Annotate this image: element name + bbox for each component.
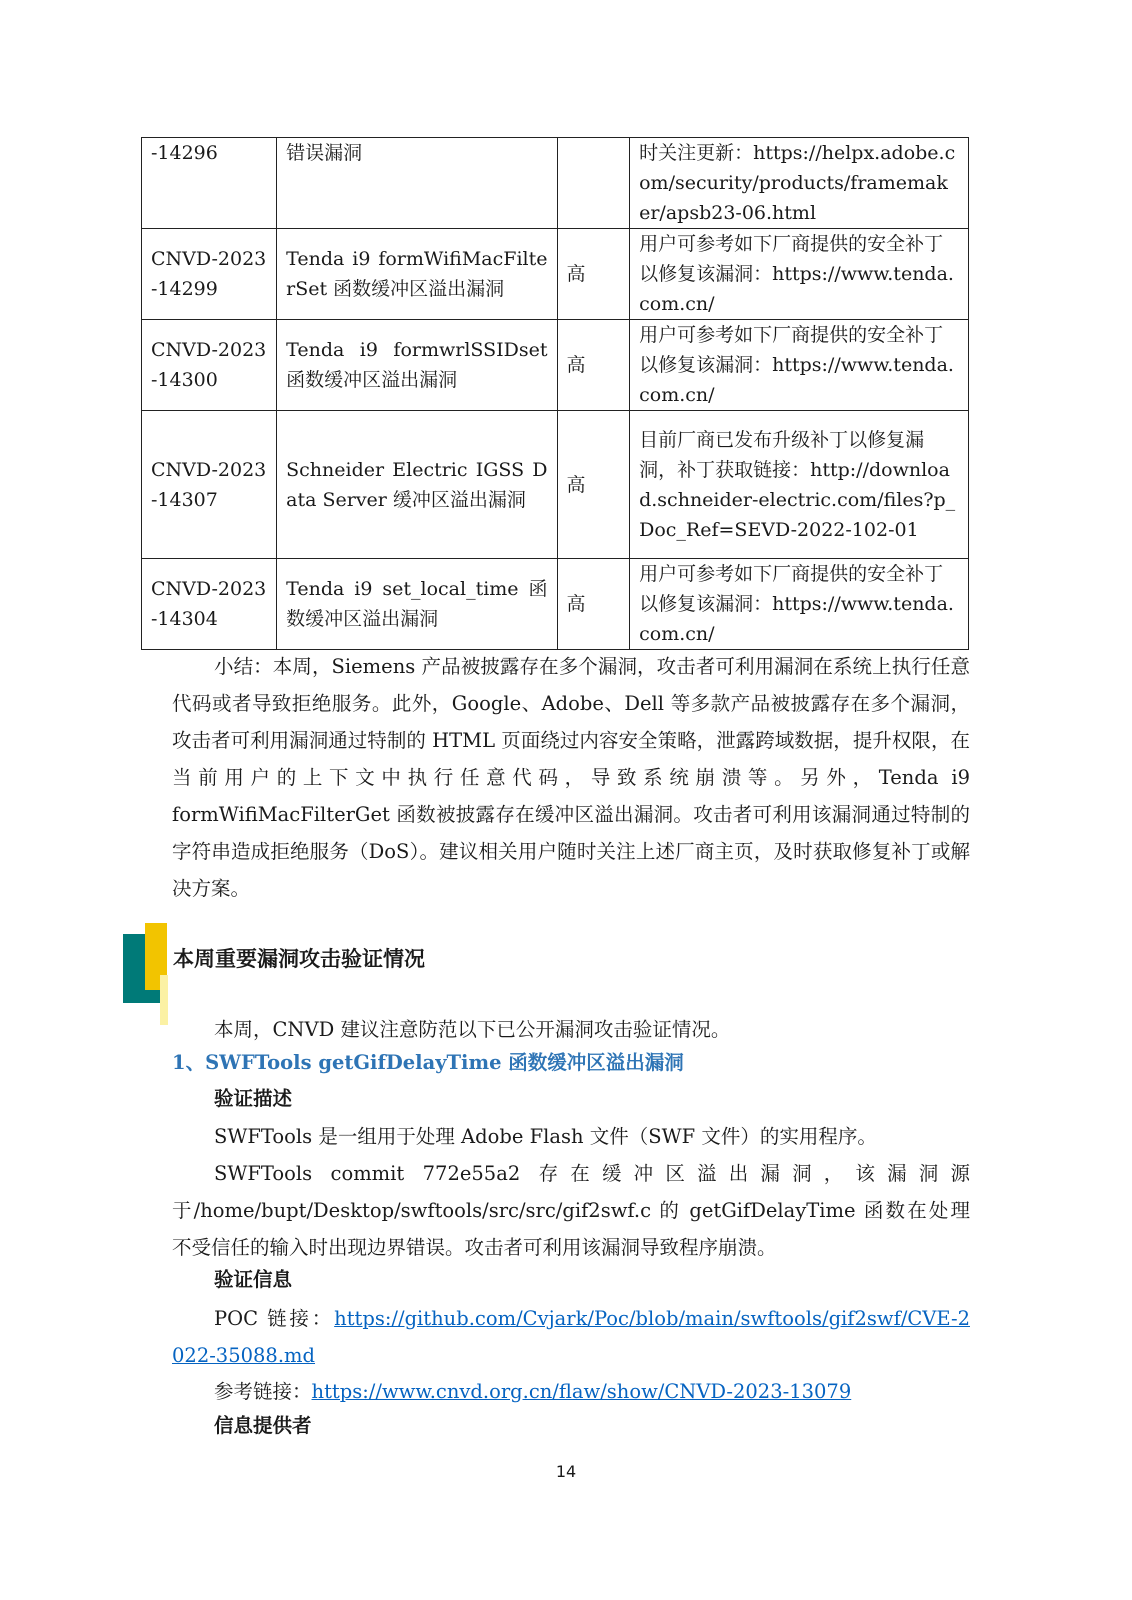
vuln-fix-cell: 用户可参考如下厂商提供的安全补丁以修复该漏洞：https://www.tenda.com.cn/ xyxy=(630,320,969,411)
vulnerability-table xyxy=(141,137,969,650)
vuln-id-cell: CNVD-2023-14307 xyxy=(142,411,277,559)
vuln-name-cell: Tenda i9 formWifiMacFilterSet 函数缓冲区溢出漏洞 xyxy=(277,229,557,320)
verify-description-label: 验证描述 xyxy=(214,1087,293,1110)
vuln-item-heading: 1、SWFTools getGifDelayTime 函数缓冲区溢出漏洞 xyxy=(172,1051,684,1074)
vuln-id-cell: CNVD-2023-14304 xyxy=(142,559,277,650)
poc-label: POC 链接： xyxy=(214,1307,335,1330)
table-row xyxy=(142,559,969,650)
vuln-fix-cell: 目前厂商已发布升级补丁以修复漏洞，补丁获取链接：http://download.schneider-electric.com/files?p_Doc_Ref=SEVD-2022-102-01 xyxy=(630,411,969,559)
reference-link-line xyxy=(172,1373,970,1410)
verify-info-label: 验证信息 xyxy=(214,1268,293,1291)
description-paragraph-2: SWFTools commit 772e55a2 存在缓冲区溢出漏洞，该漏洞源于/home/bupt/Desktop/swftools/src/src/gif2swf.c 的 getGifDelayTime 函数在处理不受信任的输入时出现边界错误。攻击者可利用该漏洞导致程序崩溃。 xyxy=(172,1162,970,1259)
poc-link-line xyxy=(172,1300,970,1374)
section-decor-accent-light xyxy=(160,975,168,1025)
vuln-level-cell xyxy=(557,138,630,229)
vuln-name-cell: Tenda i9 set_local_time 函数缓冲区溢出漏洞 xyxy=(277,559,557,650)
info-provider-label: 信息提供者 xyxy=(214,1414,312,1437)
summary-paragraph: 小结：本周，Siemens 产品被披露存在多个漏洞，攻击者可利用漏洞在系统上执行任意代码或者导致拒绝服务。此外，Google、Adobe、Dell 等多款产品被披露存在多个漏洞，攻击者可利用漏洞通过特制的 HTML 页面绕过内容安全策略，泄露跨域数据，提升权限，在当前用户的上下文中执行任意代码，导致系统崩溃等。另外，Tenda i9 formWifiMacFilterGet 函数被披露存在缓冲区溢出漏洞。攻击者可利用该漏洞通过特制的字符串造成拒绝服务（DoS）。建议相关用户随时关注上述厂商主页，及时获取修复补丁或解决方案。 xyxy=(172,655,970,900)
vuln-fix-cell: 用户可参考如下厂商提供的安全补丁以修复该漏洞：https://www.tenda.com.cn/ xyxy=(630,229,969,320)
table-row xyxy=(142,320,969,411)
table-row xyxy=(142,229,969,320)
vuln-level-cell: 高 xyxy=(557,411,630,559)
reference-link[interactable]: https://www.cnvd.org.cn/flaw/show/CNVD-2023-13079 xyxy=(311,1380,852,1403)
vuln-name-cell: 错误漏洞 xyxy=(277,138,557,229)
page-number: 14 xyxy=(555,1462,577,1481)
reference-label: 参考链接： xyxy=(214,1380,312,1403)
description-paragraph-1: SWFTools 是一组用于处理 Adobe Flash 文件（SWF 文件）的实用程序。 xyxy=(214,1125,877,1148)
vuln-name-cell: Tenda i9 formwrlSSIDset 函数缓冲区溢出漏洞 xyxy=(277,320,557,411)
section-intro: 本周，CNVD 建议注意防范以下已公开漏洞攻击验证情况。 xyxy=(214,1018,731,1041)
table-row xyxy=(142,411,969,559)
vuln-id-cell: -14296 xyxy=(142,138,277,229)
vuln-fix-cell: 用户可参考如下厂商提供的安全补丁以修复该漏洞：https://www.tenda.com.cn/ xyxy=(630,559,969,650)
vuln-level-cell: 高 xyxy=(557,559,630,650)
table-row xyxy=(142,138,969,229)
vuln-level-cell: 高 xyxy=(557,229,630,320)
vuln-fix-cell: 时关注更新：https://helpx.adobe.com/security/products/framemaker/apsb23-06.html xyxy=(630,138,969,229)
vuln-name-cell: Schneider Electric IGSS Data Server 缓冲区溢出漏洞 xyxy=(277,411,557,559)
poc-link[interactable]: https://github.com/Cvjark/Poc/blob/main/swftools/gif2swf/CVE-2022-35088.md xyxy=(172,1307,970,1367)
vuln-level-cell: 高 xyxy=(557,320,630,411)
vuln-id-cell: CNVD-2023-14300 xyxy=(142,320,277,411)
vuln-id-cell: CNVD-2023-14299 xyxy=(142,229,277,320)
section-title: 本周重要漏洞攻击验证情况 xyxy=(173,947,425,971)
